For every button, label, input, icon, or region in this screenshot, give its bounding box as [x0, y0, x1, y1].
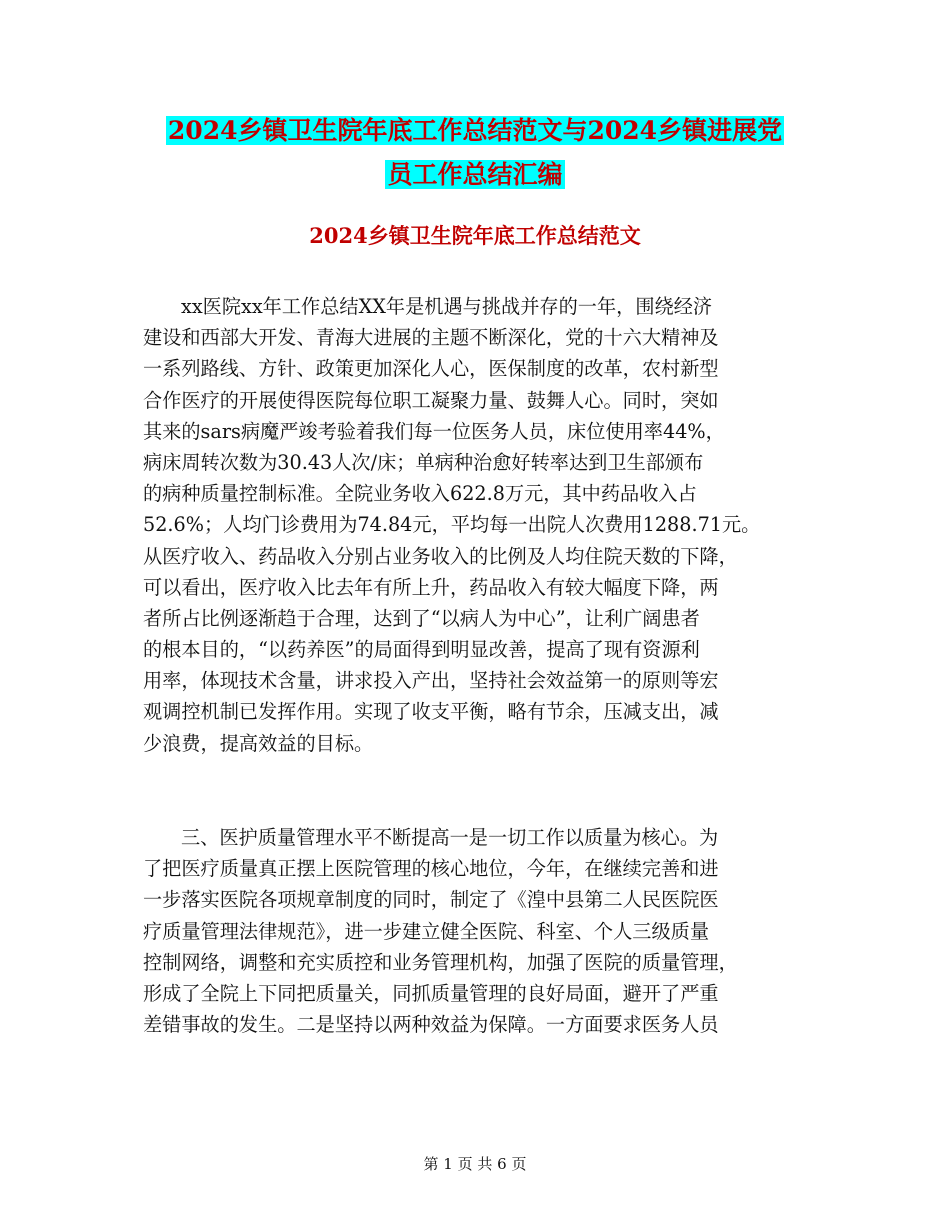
body-paragraph-2	[143, 822, 823, 1040]
text-line: 一系列路线、方针、政策更加深化人心，医保制度的改革，农村新型	[143, 357, 719, 381]
text-line: 观调控机制已发挥作用。实现了收支平衡，略有节余，压减支出，减	[143, 700, 719, 724]
text-line: 三、医护质量管理水平不断提高一是一切工作以质量为核心。为	[181, 826, 719, 849]
text-line: 建设和西部大开发、青海大进展的主题不断深化，党的十六大精神及	[143, 326, 719, 350]
text-line: 了把医疗质量真正摆上医院管理的核心地位，今年，在继续完善和进	[143, 857, 719, 881]
text-line: 者所占比例逐渐趋于合理，达到了“以病人为中心”，让利广阔患者	[143, 606, 700, 630]
text-line: 其来的sars病魔严竣考验着我们每一位医务人员，床位使用率44%，	[143, 419, 725, 443]
text-line: 差错事故的发生。二是坚持以两种效益为保障。一方面要求医务人员	[143, 1013, 719, 1037]
text-line: 控制网络，调整和充实质控和业务管理机构，加强了医院的质量管理，	[143, 950, 738, 974]
text-line: 病床周转次数为30.43人次/床；单病种治愈好转率达到卫生部颁布	[143, 450, 704, 474]
text-line: 疗质量管理法律规范》，进一步建立健全医院、科室、个人三级质量	[143, 919, 710, 943]
section-title: 2024乡镇卫生院年底工作总结范文	[309, 223, 641, 248]
text-line: 形成了全院上下同把质量关，同抓质量管理的良好局面，避开了严重	[143, 981, 719, 1005]
document-title-text-1: 2024乡镇卫生院年底工作总结范文与2024乡镇进展党	[167, 116, 783, 145]
text-line: 可以看出，医疗收入比去年有所上升，药品收入有较大幅度下降，两	[143, 575, 719, 599]
text-line: 52.6%；人均门诊费用为74.84元，平均每一出院人次费用1288.71元。	[143, 513, 761, 537]
text-line: 少浪费，提高效益的目标。	[143, 731, 374, 755]
text-line: xx医院xx年工作总结XX年是机遇与挑战并存的一年，围绕经济	[181, 295, 713, 318]
page-number-footer: 第 1 页 共 6 页	[423, 1155, 527, 1173]
text-line: 用率，体现技术含量，讲求投入产出，坚持社会效益第一的原则等宏	[143, 669, 719, 693]
text-line: 合作医疗的开展使得医院每位职工凝聚力量、鼓舞人心。同时，突如	[143, 388, 719, 412]
text-line: 的病种质量控制标准。全院业务收入622.8万元，其中药品收入占	[143, 482, 697, 506]
text-line: 一步落实医院各项规章制度的同时，制定了《湟中县第二人民医院医	[143, 888, 719, 912]
body-paragraph-1	[143, 291, 823, 759]
document-title-text-2: 员工作总结汇编	[387, 160, 563, 189]
text-line: 从医疗收入、药品收入分别占业务收入的比例及人均住院天数的下降，	[143, 544, 738, 568]
document-title-line-1	[0, 108, 950, 154]
text-line: 的根本目的，“以药养医”的局面得到明显改善，提高了现有资源利	[143, 638, 700, 662]
document-title-line-2	[0, 152, 950, 198]
